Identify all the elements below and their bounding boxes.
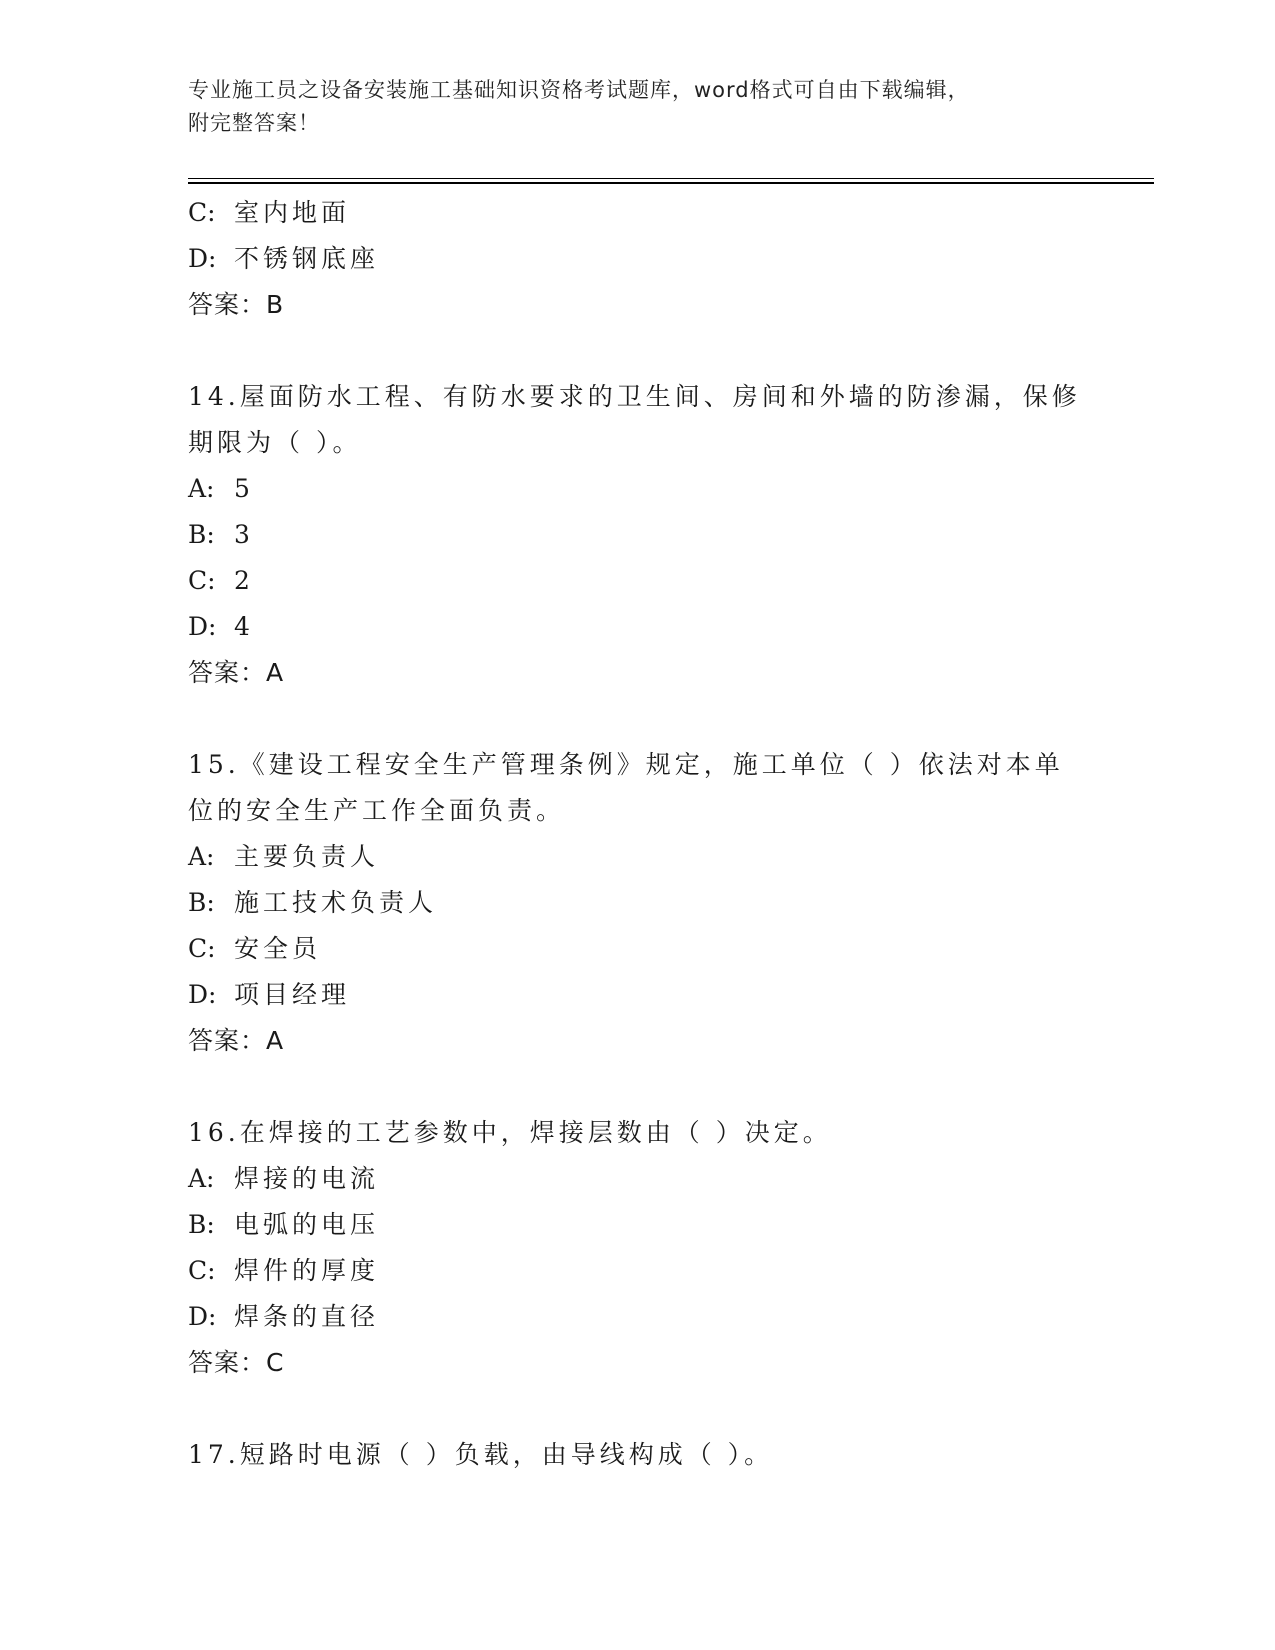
answer-line: 答案：A <box>188 1026 285 1055</box>
option-d: D: 4 <box>188 612 254 641</box>
question-15 <box>188 742 1088 1064</box>
option-d: D: 不锈钢底座 <box>188 244 380 273</box>
question-16 <box>188 1110 1088 1386</box>
option-d: D: 项目经理 <box>188 980 351 1009</box>
header-line-2: 附完整答案！ <box>188 111 320 135</box>
answer-line: 答案：C <box>188 1348 285 1377</box>
option-c: C: 2 <box>188 566 254 595</box>
option-d: D: 焊条的直径 <box>188 1302 380 1331</box>
option-a: A: 主要负责人 <box>188 842 380 871</box>
option-b: B: 施工技术负责人 <box>188 888 438 917</box>
question-13-continued <box>188 190 1088 328</box>
option-a: A: 焊接的电流 <box>188 1164 380 1193</box>
option-c: C: 室内地面 <box>188 198 351 227</box>
header-line-1: 专业施工员之设备安装施工基础知识资格考试题库，word格式可自由下载编辑， <box>188 78 970 102</box>
option-a: A: 5 <box>188 474 254 503</box>
question-stem: 位的安全生产工作全面负责。 <box>188 796 566 825</box>
question-14 <box>188 374 1088 696</box>
option-c: C: 焊件的厚度 <box>188 1256 380 1285</box>
question-stem: 16.在焊接的工艺参数中，焊接层数由（ ）决定。 <box>188 1118 832 1147</box>
question-stem: 期限为（ ）。 <box>188 428 362 457</box>
question-list <box>188 190 1088 1478</box>
document-header <box>188 74 1088 140</box>
question-stem: 17.短路时电源（ ）负载，由导线构成（ ）。 <box>188 1440 774 1469</box>
option-b: B: 电弧的电压 <box>188 1210 380 1239</box>
option-c: C: 安全员 <box>188 934 322 963</box>
header-divider-thin <box>188 178 1154 179</box>
header-divider-thick <box>188 182 1154 184</box>
question-stem: 15.《建设工程安全生产管理条例》规定，施工单位（ ）依法对本单 <box>188 750 1064 779</box>
answer-line: 答案：B <box>188 290 285 319</box>
question-17 <box>188 1432 1088 1478</box>
answer-line: 答案：A <box>188 658 285 687</box>
option-b: B: 3 <box>188 520 254 549</box>
question-stem: 14.屋面防水工程、有防水要求的卫生间、房间和外墙的防渗漏，保修 <box>188 382 1081 411</box>
